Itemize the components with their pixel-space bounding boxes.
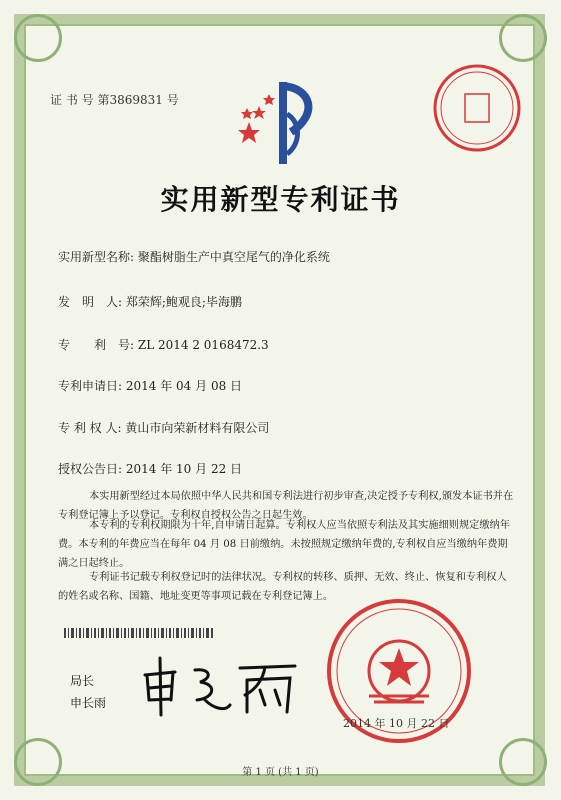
patent-number-row — [58, 336, 269, 353]
field-value: ZL 2014 2 0168472.3 — [137, 338, 269, 352]
patentee-row — [58, 419, 269, 436]
filing-date-row — [58, 377, 242, 394]
corner-ornament — [14, 14, 62, 62]
field-label: 专 利 号: — [58, 338, 135, 352]
grant-date-row — [58, 460, 242, 477]
field-value: 聚酯树脂生产中真空尾气的净化系统 — [137, 250, 330, 264]
utility-model-name-row — [58, 248, 330, 265]
inventor-row — [58, 293, 242, 310]
field-value: 2014 年 04 月 08 日 — [125, 379, 243, 393]
director-title: 局长 — [70, 674, 95, 688]
seal-date: 2014 年 10 月 22 日 — [343, 717, 450, 730]
statement-paragraph-2 — [58, 516, 516, 573]
document-title: 实用新型专利证书 — [160, 183, 401, 216]
corner-ornament — [499, 14, 547, 62]
handwritten-signature — [135, 650, 300, 720]
field-label: 发 明 人: — [58, 295, 123, 309]
paragraph-text: 本实用新型经过本局依照中华人民共和国专利法进行初步审查,决定授予专利权,颁发本证书并在专利登记簿上予以登记。专利权自授权公告之日起生效。 — [58, 491, 514, 521]
field-label: 专 利 权 人: — [58, 421, 122, 435]
corner-ornament — [499, 738, 547, 786]
field-value: 黄山市向荣新材料有限公司 — [125, 421, 270, 435]
corner-ornament — [14, 738, 62, 786]
signature-block — [70, 670, 106, 714]
field-label: 实用新型名称: — [58, 250, 135, 264]
paragraph-text: 本专利的专利权期限为十年,自申请日起算。专利权人应当依照专利法及其实施细则规定缴纳年费。本专利的年费应当在每年 04 月 08 日前缴纳。未按照规定缴纳年费的,专利权自应当缴纳年费期满之日起终止。 — [58, 520, 510, 569]
patent-office-logo — [231, 74, 331, 169]
field-label: 授权公告日: — [58, 462, 123, 476]
director-name: 申长雨 — [70, 696, 107, 710]
certificate-number: 证 书 号 第3869831 号 — [50, 93, 179, 107]
paragraph-text: 专利证书记载专利权登记时的法律状况。专利权的转移、质押、无效、终止、恢复和专利权人的姓名或名称、国籍、地址变更等事项记载在专利登记簿上。 — [58, 572, 507, 602]
page-footer: 第 1 页 (共 1 页) — [242, 767, 319, 778]
field-label: 专利申请日: — [58, 379, 123, 393]
field-value: 郑荣辉;鲍观良;毕海鹏 — [125, 295, 242, 309]
agency-seal — [431, 62, 523, 154]
field-value: 2014 年 10 月 22 日 — [125, 462, 243, 476]
barcode — [64, 628, 214, 638]
